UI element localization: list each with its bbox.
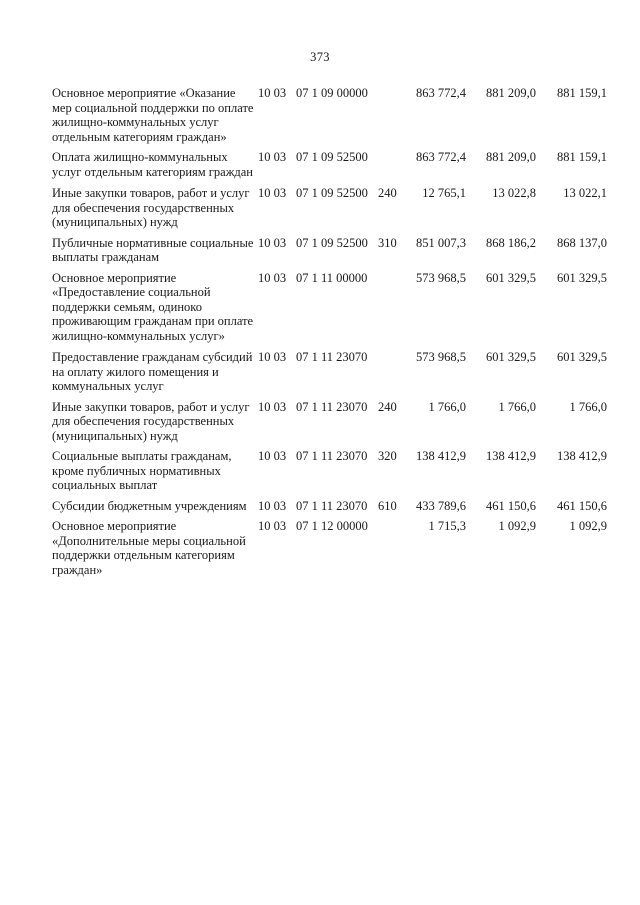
- row-target-article: 07 1 09 52500: [296, 186, 368, 200]
- row-target-article: 07 1 09 52500: [296, 150, 368, 164]
- row-expense-type: 240: [378, 186, 397, 200]
- row-value-year3: 881 159,1: [557, 86, 607, 100]
- table-row: [52, 519, 614, 577]
- row-expense-type: 240: [378, 399, 397, 414]
- row-target-article: 07 1 09 00000: [296, 86, 368, 100]
- row-name: Публичные нормативные социальные выплаты гражданам: [52, 235, 254, 264]
- row-section-code: 10 03: [258, 519, 287, 533]
- row-value-year2: 881 209,0: [486, 150, 536, 164]
- row-section-code: 10 03: [258, 186, 287, 200]
- row-name: Предоставление гражданам субсидий на оплату жилого помещения и коммунальных услуг: [52, 350, 253, 393]
- table-row: [52, 186, 614, 230]
- row-value-year2: 881 209,0: [486, 86, 536, 100]
- table-row: [52, 499, 614, 514]
- row-value-year3: 138 412,9: [557, 449, 607, 463]
- table-row: [52, 449, 614, 493]
- row-value-year1: 12 765,1: [422, 186, 466, 200]
- row-value-year1: 433 789,6: [416, 498, 466, 513]
- row-value-year1: 573 968,5: [416, 270, 466, 285]
- row-value-year1: 851 007,3: [416, 235, 466, 250]
- row-name: Иные закупки товаров, работ и услуг для обеспечения государственных (муниципальных) нужд: [52, 399, 250, 443]
- row-section-code: 10 03: [258, 150, 287, 164]
- row-section-code: 10 03: [258, 449, 287, 463]
- row-value-year3: 601 329,5: [557, 270, 607, 285]
- row-target-article: 07 1 09 52500: [296, 235, 368, 250]
- row-target-article: 07 1 11 23070: [296, 350, 368, 364]
- row-value-year2: 13 022,8: [492, 186, 536, 200]
- row-value-year3: 601 329,5: [557, 350, 607, 364]
- row-target-article: 07 1 12 00000: [296, 519, 368, 533]
- table-row: [52, 236, 614, 265]
- row-value-year3: 1 766,0: [569, 399, 607, 414]
- row-value-year2: 601 329,5: [486, 350, 536, 364]
- row-value-year3: 461 150,6: [557, 498, 607, 513]
- row-value-year2: 1 092,9: [498, 519, 536, 533]
- row-section-code: 10 03: [258, 498, 287, 513]
- row-value-year1: 1 766,0: [428, 399, 466, 414]
- row-value-year2: 868 186,2: [486, 235, 536, 250]
- row-target-article: 07 1 11 23070: [296, 498, 368, 513]
- row-value-year2: 1 766,0: [498, 399, 536, 414]
- row-target-article: 07 1 11 23070: [296, 399, 368, 414]
- row-value-year3: 13 022,1: [563, 186, 607, 200]
- row-section-code: 10 03: [258, 399, 287, 414]
- table-row: [52, 350, 614, 394]
- row-value-year1: 863 772,4: [416, 86, 466, 100]
- row-name: Социальные выплаты гражданам, кроме публичных нормативных социальных выплат: [52, 449, 232, 492]
- row-expense-type: 310: [378, 235, 397, 250]
- row-name: Субсидии бюджетным учреждениям: [52, 498, 247, 513]
- row-section-code: 10 03: [258, 86, 287, 100]
- row-name: Иные закупки товаров, работ и услуг для обеспечения государственных (муниципальных) нужд: [52, 186, 250, 229]
- row-value-year1: 573 968,5: [416, 350, 466, 364]
- budget-table: [52, 86, 614, 577]
- row-expense-type: 610: [378, 498, 397, 513]
- row-name: Основное мероприятие «Дополнительные меры социальной поддержки отдельным категориям граждан»: [52, 519, 246, 577]
- row-section-code: 10 03: [258, 350, 287, 364]
- row-name: Оплата жилищно-коммунальных услуг отдельным категориям граждан: [52, 150, 253, 179]
- row-value-year2: 461 150,6: [486, 498, 536, 513]
- row-value-year1: 863 772,4: [416, 150, 466, 164]
- row-section-code: 10 03: [258, 270, 287, 285]
- table-row: [52, 400, 614, 444]
- row-name: Основное мероприятие «Предоставление социальной поддержки семьям, одиноко проживающим гражданам при оплате жилищно-коммунальных услуг»: [52, 270, 254, 343]
- row-value-year3: 881 159,1: [557, 150, 607, 164]
- row-value-year1: 138 412,9: [416, 449, 466, 463]
- row-value-year3: 1 092,9: [569, 519, 607, 533]
- row-expense-type: 320: [378, 449, 397, 463]
- row-target-article: 07 1 11 23070: [296, 449, 368, 463]
- row-section-code: 10 03: [258, 235, 287, 250]
- row-name: Основное мероприятие «Оказание мер социальной поддержки по оплате жилищно-коммунальных услуг отдельным категориям граждан»: [52, 86, 254, 144]
- table-row: [52, 86, 614, 144]
- row-value-year1: 1 715,3: [428, 519, 466, 533]
- row-value-year2: 138 412,9: [486, 449, 536, 463]
- row-value-year3: 868 137,0: [557, 235, 607, 250]
- table-row: [52, 271, 614, 344]
- page-number: 373: [310, 50, 330, 64]
- table-row: [52, 150, 614, 179]
- row-value-year2: 601 329,5: [486, 270, 536, 285]
- row-target-article: 07 1 11 00000: [296, 270, 368, 285]
